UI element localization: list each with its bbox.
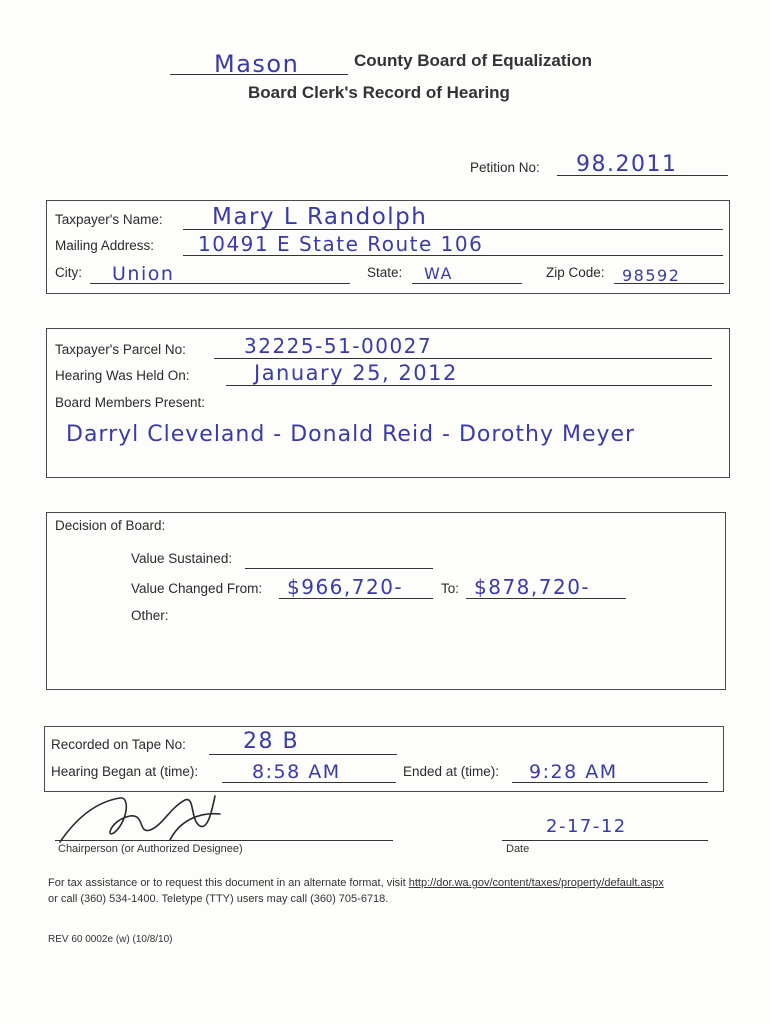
zip-code-value: 98592	[622, 266, 681, 285]
state-value: WA	[424, 264, 453, 283]
value-changed-to: $878,720-	[474, 575, 591, 599]
tape-number-label: Recorded on Tape No:	[51, 737, 186, 752]
chairperson-signature	[50, 790, 240, 850]
hearing-ended-label: Ended at (time):	[403, 764, 500, 779]
county-name: Mason	[214, 50, 300, 78]
form-revision-id: REV 60 0002e (w) (10/8/10)	[48, 934, 173, 945]
petition-number: 98.2011	[576, 152, 678, 177]
form-header	[0, 0, 770, 110]
chairperson-label: Chairperson (or Authorized Designee)	[58, 843, 243, 855]
tape-number-value: 28 B	[243, 729, 300, 754]
form-title: County Board of Equalization	[354, 51, 592, 70]
parcel-value: 32225-51-00027	[244, 334, 433, 358]
hearing-ended-value: 9:28 AM	[529, 761, 618, 783]
hearing-began-value: 8:58 AM	[252, 761, 341, 783]
petition-label: Petition No:	[470, 160, 540, 175]
state-label: State:	[367, 265, 403, 280]
parcel-label: Taxpayer's Parcel No:	[55, 342, 186, 357]
dor-website-link[interactable]: http://dor.wa.gov/content/taxes/property/default.aspx	[408, 877, 664, 889]
board-members-label: Board Members Present:	[55, 395, 206, 410]
value-changed-label: Value Changed From:	[131, 581, 263, 596]
form-subtitle: Board Clerk's Record of Hearing	[248, 83, 510, 102]
board-members-value: Darryl Cleveland - Donald Reid - Dorothy Meyer	[66, 422, 636, 447]
city-value: Union	[112, 263, 175, 285]
value-changed-from: $966,720-	[287, 575, 404, 599]
signature-date-value: 2-17-12	[546, 816, 627, 837]
date-label: Date	[506, 843, 530, 855]
assistance-text: For tax assistance or to request this document in an alternate format, visit	[48, 877, 406, 889]
mailing-address-label: Mailing Address:	[55, 238, 155, 253]
mailing-address-value: 10491 E State Route 106	[198, 232, 484, 256]
taxpayer-name-label: Taxpayer's Name:	[55, 212, 163, 227]
value-to-label: To:	[441, 581, 460, 596]
zip-code-label: Zip Code:	[546, 265, 605, 280]
hearing-held-value: January 25, 2012	[254, 361, 458, 385]
decision-heading: Decision of Board:	[55, 518, 166, 533]
taxpayer-name-value: Mary L Randolph	[212, 204, 428, 230]
hearing-began-label: Hearing Began at (time):	[51, 764, 199, 779]
value-sustained-label: Value Sustained:	[131, 551, 233, 566]
hearing-held-label: Hearing Was Held On:	[55, 368, 190, 383]
other-label: Other:	[131, 608, 169, 623]
assistance-note	[48, 877, 664, 889]
phone-note: or call (360) 534-1400. Teletype (TTY) users may call (360) 705-6718.	[48, 893, 389, 905]
decision-section	[46, 512, 726, 690]
city-label: City:	[55, 265, 82, 280]
